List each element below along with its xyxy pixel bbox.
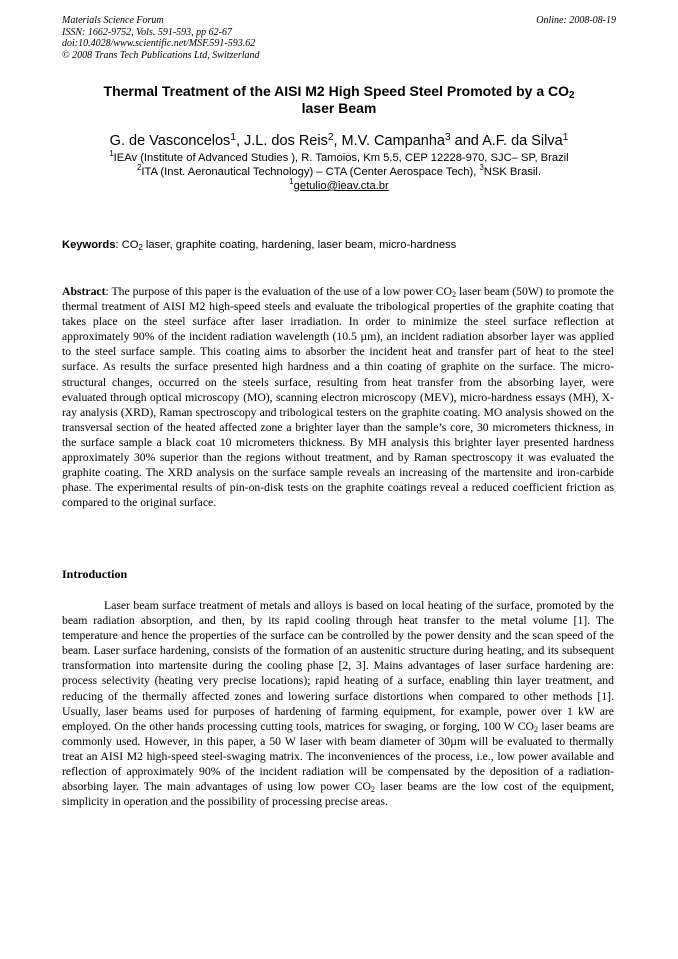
abstract-subscript: 2 [451,290,457,299]
title-part1: Thermal Treatment of the AISI M2 High Speed Steel Promoted by a CO [103,83,569,99]
keywords-label: Keywords [62,239,116,251]
affil-text: ITA (Inst. Aeronautical Technology) – CTA (Center Aerospace Tech), [141,166,480,178]
section-heading-introduction: Introduction [62,567,128,581]
intro-text: Laser beam surface treatment of metals and alloys is based on local heating of the surface, promoted by the beam radiation absorption, and then, by its rapid cooling through heat transfer to the metal volume [1]. The temperature and hence the properties of the surface can be controlled by the power density and the scan speed of the beam. Laser surface hardening, consists of the formation of an austenitic structure during heating, and its subsequent transformation into martensite during the cooling phase [2, 3]. Mains advantages of laser surface hardening are: process selectivity (heating very precise locations); rapid heating of a surface, enabling thin layer treatment, and reducing of the thermally affected zones and lowering surface distortions when compared to other methods [1]. Usually, laser beams used for purposes of hardening of farming equipment, for example, power over 1 kW are employed. On the other hands processing cutting tools, matrices for swaging, or forging, 100 W CO [62,599,614,733]
affiliation-2-3 [62,165,616,179]
author-separator: , [235,133,245,149]
keywords-line [62,238,622,252]
email-link[interactable]: getulio@ieav.cta.br [293,180,389,192]
affiliation-1 [62,151,616,165]
copyright-line: © 2008 Trans Tech Publications Ltd, Switzerland [62,49,260,61]
keywords-subscript: 2 [138,243,143,252]
intro-text: laser beams are the low cost of the equipment, simplicity in operation and the possibility of processing precise areas. [62,780,614,809]
abstract [62,284,614,510]
introduction-paragraph [62,598,614,809]
affil-text: NSK Brasil. [483,166,541,178]
doi-line: doi:10.4028/www.scientific.net/MSF.591-593.62 [62,38,256,49]
author-name: M.V. Campanha [341,133,445,149]
journal-name: Materials Science Forum [62,15,164,26]
email-line [62,179,616,193]
affil-mark: 1 [289,177,294,186]
abstract-text: laser beam (50W) to promote the thermal treatment of AISI M2 high-speed steels and evaluate the tribological properties of the graphite coating that takes place on the steel surface after laser irradiation. In order to minimize the steel surface reflection at approximately 90% of the incident radiation wavelength (10.5 µm), an incident radiation absorber layer was applied to the steel surface sample. This coating aims to absorber the incident heat and transfer part of heat to the steel surface. As results the surface presented high hardness and a thin coating of graphite on the surface. The micro-structural changes, occurred on the steels surface, resulting from heat transfer from the absorbing layer, were evaluated through optical microscopy (MO), scanning electron microscopy (MEV), micro-hardness essays (MH), X-ray analysis (XRD), Raman spectroscopy and tribological testers on the graphite coating. MO analysis showed on the transversal section of the heated affected zone a brighter layer than the sample’s core, 30 micrometers thickness, in the surface sample a black coat 10 micrometers thickness. By MH analysis this brighter layer presented hardness approximately 30% superior than the regions without treatment, and by Raman spectroscopy it was evaluated the graphite coating. The XRD analysis on the surface sample reveals an increasing of the martensite and iron-carbide phase. The experimental results of pin-on-disk tests on the graphite coatings reveal a reduced coefficient friction as compared to the original surface. [62,285,614,510]
abstract-text: : The purpose of this paper is the evaluation of the use of a low power CO [105,285,452,298]
keywords-text: laser, graphite coating, hardening, laser beam, micro-hardness [142,239,457,251]
author-separator: and [450,133,483,149]
journal-header [62,15,616,61]
author-affil-mark: 3 [445,132,451,143]
keywords-colon: : [115,239,122,251]
affiliations [62,151,616,193]
abstract-label: Abstract [62,285,106,298]
author-affil-mark: 2 [327,132,334,143]
author-name: A.F. da Silva [482,133,563,149]
keywords-co: CO [121,239,139,251]
affil-mark: 1 [109,149,114,158]
intro-subscript: 2 [533,724,539,734]
paper-title [62,83,616,117]
title-subscript: 2 [569,90,575,101]
author-affil-mark: 1 [230,132,236,143]
affil-mark: 2 [137,163,142,172]
author-affil-mark: 1 [562,132,569,143]
affil-mark: 3 [479,163,484,172]
author-list [62,132,616,150]
issn-line: ISSN: 1662-9752, Vols. 591-593, pp 62-67 [62,26,232,38]
author-name: J.L. dos Reis [244,133,328,149]
affil-text: IEAv (Institute of Advanced Studies ), R. Tamoios, Km 5.5, CEP 12228-970, SJC– SP, Brazil [113,152,569,164]
author-separator: , [333,133,342,149]
intro-text: laser beams are commonly used. However, in this paper, a 50 W laser with beam diameter of 30µm will be evaluated to thermally treat an AISI M2 high-speed steel-swaging matrix. The inconveniences of the process, i.e., low power available and reflection of approximately 90% of the incident radiation will be compensated by the deposition of a radiation-absorbing layer. The main advantages of using low power CO [62,719,615,794]
author-name: G. de Vasconcelos [109,133,231,149]
intro-subscript: 2 [370,785,375,795]
online-date: Online: 2008-08-19 [536,15,616,26]
title-part2: laser Beam [301,100,377,116]
